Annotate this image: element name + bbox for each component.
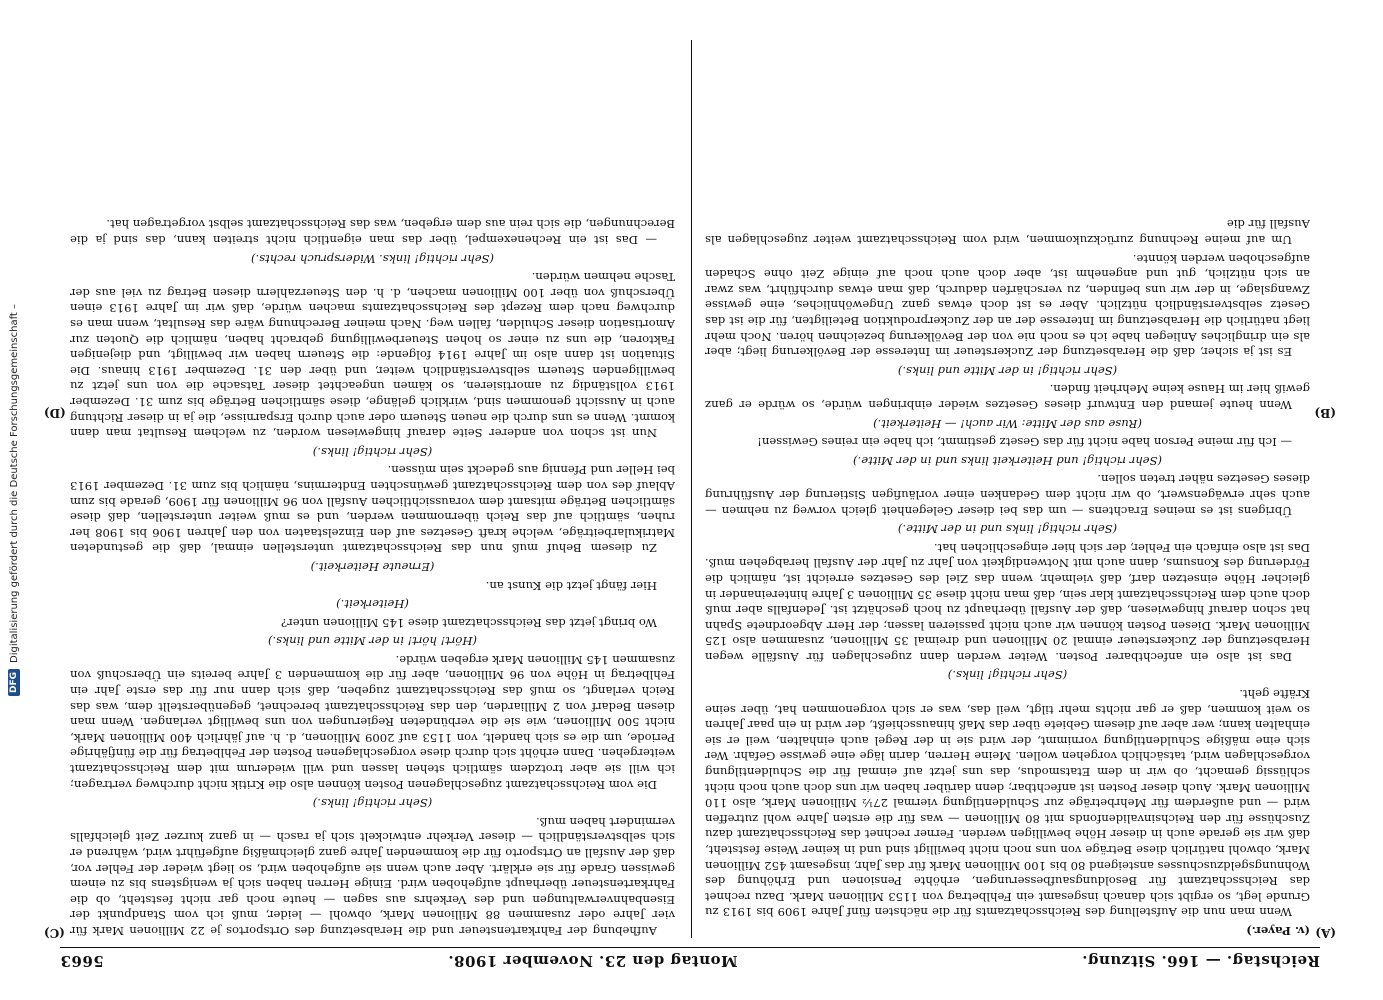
paragraph: Das ist also ein anfechtbarer Posten. Weiter werden dann zugeschlagen für Ausfälle wegen Herabsetzung der Zuckersteuer einmal 20 Millionen und dreimal 35 Millionen, zusammen also 125 Millionen Mark. Diesen Posten können wir auch nicht passieren lassen; der Herr Abgeordnete Spahn hat schon darauf hingewiesen, daß der Ausfall überhaupt zu hoch geschätzt ist. Jedenfalls aber muß doch auch dem Reichsschatzamt klar sein, daß man nicht diese 35 Millionen 3 Jahre hintereinander in gleicher Höhe einsetzen darf, daß vielmehr, wenn das Ziel des Gesetzes erreicht ist, nämlich die Förderung des Konsums, dann auch mit Notwendigkeit von Jahr zu Jahr der Ausfall herabgehen muß. Das ist also einfach ein Fehler, der sich hier eingeschlichen hat. — [705, 540, 1310, 664]
left-column — [705, 40, 1310, 938]
paragraph: (Sehr richtig! und Heiterkeit links und in der Mitte.) — [853, 453, 1163, 468]
paragraph: Wenn heute jemand den Entwurf dieses Gesetzes wieder einbringen würde, so würde er ganz gewiß hier im Hause keine Mehrheit finden. — [705, 382, 1310, 412]
newspaper-page — [40, 30, 1340, 980]
paragraph: Wenn man nun die Aufstellung des Reichsschatzamts für die nächsten fünf Jahre 1909 bis 1913 zu Grunde legt, so ergibt sich danach insgesamt ein Fehlbetrag von 1153 Millionen Mark. Dazu rechnet das Reichsschatzamt für Besoldungsaufbesserungen, erhöhte Pensionen und Erhöhung des Wohnungsgeldzuschusses ansteigend 80 bis 100 Millionen Mark für das Jahr, insgesamt 452 Millionen Mark, obwohl natürlich diese Beträge von uns noch nicht bewilligt sind und in keiner Weise feststeht, daß wir sie gerade auch in dieser Höhe bewilligen werden. Ferner rechnet das Reichsschatzamt dazu Zuschüsse für den Reichsinvalidenfonds mit 80 Millionen — was für die ersten Jahre wohl zutreffen wird — und außerdem für Mehrbeträge zur Schuldentilgung viermal 27½ Millionen Mark, also 110 Millionen Mark. Auch dieser Posten ist anfechtbar; denn darüber haben wir uns doch auch noch nicht schlüssig gemacht, ob wir in dem Etatsmodus, das uns jetzt auf einmal für die Schuldentilgung vorgeschlagen wird, tatsächlich vorgehen wollen. Meine Herren, darin läge eine gewisse Gefahr. Wer sich eine mäßige Schuldentilgung vornimmt, der wird sie in der Regel auch einhalten, weil er sie einhalten kann; wer aber auf diesem Gebiete über das Maß hinausschießt, der wird in ein paar Jahren so weit kommen, daß er gar nichts mehr tilgt, weil das, was er sich vorgenommen hat, über seine Kräfte geht. — [705, 687, 1310, 920]
paragraph: Wo bringt jetzt das Reichsschatzamt diese 145 Millionen unter? — [281, 615, 657, 630]
header-left: Reichstag. — 166. Sitzung. — [1081, 952, 1320, 970]
digitization-credit — [0, 0, 28, 1000]
paragraph: (Ruse aus der Mitte: Wir auch! — Heiterkeit.) — [873, 416, 1142, 431]
paragraph: (Sehr richtig! links.) — [947, 668, 1068, 683]
paragraph: — Ich für meine Person habe nicht für das Gesetz gestimmt, ich habe ein reines Gewissen! — [757, 435, 1292, 450]
paragraph: Hier fängt jetzt die Kunst an. — [485, 578, 657, 593]
left-column-text — [705, 216, 1310, 920]
page-number: 5663 — [60, 952, 104, 970]
margin-mark-a: (A) — [1315, 926, 1336, 940]
paragraph: Zu diesem Behuf muß nun das Reichsschatzamt unterstellen einmal, daß die gestundeten Matrikularbeiträge, welche kraft Gesetzes auf den Einzelstaaten von den Jahren 1906 bis 1908 her ruhen, sämtlich auf das Reich übernommen werden, und es muß weiter unterstellen, daß diese sämtlichen Beträge mitsamt dem voraussichtlichen Ausfall von 96 Millionen für 1909, gerade bis zum Ablauf des von dem Reichsschatzamt gewünschten Endtermins, nämlich bis zum 31. Dezember 1913 bei Heller und Pfennig aus gedeckt sein müssen. — [70, 463, 675, 556]
paragraph: Um auf meine Rechnung zurückzukommen, wird vom Reichsschatzamt weiter zugeschlagen als Ausfall für die — [705, 217, 1310, 248]
margin-mark-b: (B) — [1314, 406, 1336, 420]
margin-mark-c: (C) — [44, 926, 65, 940]
paragraph: Nun ist schon von anderer Seite darauf hingewiesen worden, zu welchem Resultat man dann kommt. Wenn es uns durch die neuen Steuern oder auch durch Ersparnisse, die ja in dieser Richtung auch in Aussicht genommen sind, wirklich gelänge, diese sämtlichen Beträge bis zum 31. Dezember 1913 vollständig zu amortisieren, so kämen ungeachtet dieser Tatsache die von uns jetzt zu bewilligenden Steuern selbstverständlich weiter, und über den 31. Dezember 1913 hinaus. Die Situation ist dann also im Jahre 1914 folgende: die Steuern haben wir bewilligt, und diejenigen Faktoren, die uns zu einer so hohen Steuerbewilligung gebracht haben, nämlich die Quoten zur Amortisation dieser Schulden, fallen weg. Nach meiner Berechnung wäre das Resultat, wenn man es durchweg nach dem Rezept des Reichsschatzamts machen würde, daß wir im Jahre 1913 einen Überschuß von über 100 Millionen machen, d. h. den Steuerzahlern diesen Betrag zu viel aus der Tasche nehmen würden. — [70, 270, 675, 441]
paragraph: Es ist ja sicher, daß die Herabsetzung der Zuckersteuer im Interesse der Bevölkerung liegt; aber als ein dringliches Anliegen habe ich es noch nie von der Bevölkerung bezeichnen hören. Noch mehr liegt natürlich die Herabsetzung im Interesse der an der Zuckerproduktion Beteiligten, für die ist das Gesetz selbstverständlich nützlich. Aber es ist doch etwas ganz Ungewöhnliches, eine gewisse Zwangslage, in der wir uns befinden, zu verschärfen dadurch, daß man etwas durchführt, was zwar an sich nützlich, gut und angenehm ist, aber doch auch noch auf einige Zeit ohne Schaden aufgeschoben werden könnte. — [705, 251, 1310, 360]
paragraph: (Heiterkeit.) — [336, 597, 409, 612]
margin-mark-d: (D) — [44, 406, 66, 420]
paragraph: (Sehr richtig! links. Widerspruch rechts.) — [250, 251, 495, 266]
paragraph: (Sehr richtig! links.) — [312, 444, 433, 459]
header-date: Montag den 23. November 1908. — [447, 952, 738, 970]
paragraph: (Sehr richtig! links und in der Mitte.) — [897, 522, 1118, 537]
right-column-text — [70, 216, 675, 938]
column-divider — [691, 40, 692, 938]
paragraph: Aufhebung der Fahrkartensteuer und die Herabsetzung des Ortsportos je 22 Millionen Mark für vier Jahre oder zusammen 88 Millionen Mark, obwohl — leider, muß ich vom Standpunkt der Eisenbahnverwaltungen und des Verkehrs aus sagen — heute noch gar nicht feststeht, ob die Fahrkartensteuer überhaupt aufgehoben wird. Einige Herren haben sich ja wenigstens bis zu einem gewissen Grade für sie erklärt. Aber auch wenn sie aufgehoben wird, so liegt wieder der Fehler vor, daß der Ausfall an Ortsporto für die kommenden Jahre ganz gleichmäßig aufgeführt wird, während er sich selbstverständlich — dieser Verkehr entwickelt sich ja rasch — in ganz kurzer Zeit gleichfalls vermindert haben muß. — [70, 814, 675, 938]
speaker-label: (v. Payer.) — [1246, 924, 1310, 938]
paragraph: Die vom Reichsschatzamt zugeschlagenen Posten können also die Kritik nicht durchweg vertragen; ich will sie aber trotzdem sämtlich stehen lassen und will wiederum mit dem Reichsschatzamt weitergehen. Dann erhöht sich durch diese vorgeschlagenen Posten der Fehlbetrag für die fünfjährige Periode, um die es sich handelt, von 1153 auf 2009 Millionen, d. h. auf jährlich 400 Millionen Mark, nicht 500 Millionen, wie sie die verbündeten Regierungen von uns bewilligt verlangen. Wenn man diesen Bedarf von 2 Milliarden, den das Reichsschatzamt berechnet, gegenüberstellt dem, was das Reich verlangt, so muß das Reichsschatzamt zugeben, daß sich dann nur für das erste Jahr ein Fehlbetrag in Höhe von 96 Millionen, aber für die kommenden 3 Jahre bereits ein Überschuß von zusammen 145 Millionen Mark ergeben würde. — [70, 652, 675, 792]
credit-text: Digitalisierung gefördert durch die Deutsche Forschungsgemeinschaft – — [8, 303, 20, 664]
paragraph: (Sehr richtig! links.) — [312, 796, 433, 811]
right-column — [70, 40, 675, 938]
dfg-logo: DFG — [8, 669, 20, 696]
paragraph: (Erneute Heiterkeit.) — [310, 559, 435, 574]
paragraph: (Sehr richtig! in der Mitte und links.) — [897, 363, 1118, 378]
paragraph: (Hört! hört! in der Mitte und links.) — [267, 634, 478, 649]
page-header — [60, 947, 1320, 974]
paragraph: Übrigens ist es meines Erachtens — um das bei dieser Gelegenheit gleich vorweg zu nehmen — auch sehr erwägenswert, ob wir nicht dem Gedanken einer vorläufigen Sistierung der Ausführung dieses Gesetzes näher treten sollen. — [705, 472, 1310, 518]
paragraph: — Das ist ein Rechenexempel, über das man eigentlich nicht streiten kann, das sind ja die Berechnungen, die sich rein aus dem ergeben, was das Reichsschatzamt selbst vorgetragen hat. — [70, 217, 675, 248]
